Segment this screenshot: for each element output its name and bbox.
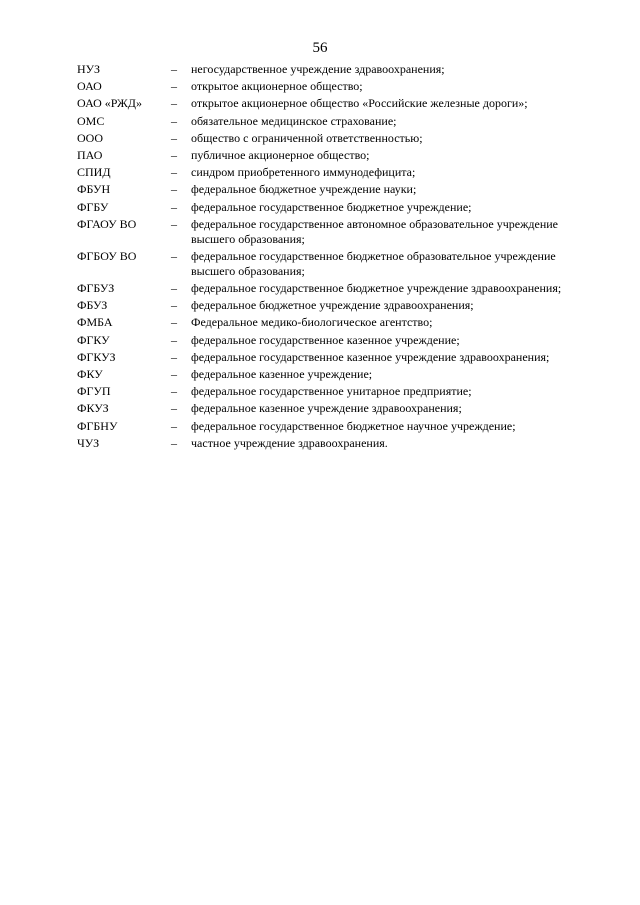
abbreviation-row bbox=[77, 384, 597, 399]
abbreviation-definition: федеральное государственное бюджетное учреждение здравоохранения; bbox=[191, 281, 562, 296]
abbreviation-row bbox=[77, 165, 597, 180]
abbreviation-definition: частное учреждение здравоохранения. bbox=[191, 435, 388, 450]
abbreviation-definition: федеральное бюджетное учреждение здравоохранения; bbox=[191, 298, 474, 313]
abbreviation-row bbox=[77, 333, 597, 348]
abbreviation-definition: федеральное государственное бюджетное научное учреждение; bbox=[191, 418, 516, 433]
abbreviation-row bbox=[77, 350, 597, 365]
abbreviation-row bbox=[77, 401, 597, 416]
abbreviation-row bbox=[77, 281, 597, 296]
abbreviation-row bbox=[77, 217, 597, 247]
abbreviation-definition: федеральное государственное унитарное предприятие; bbox=[191, 384, 472, 399]
abbreviation-term: ФГУП bbox=[77, 384, 111, 399]
abbreviation-term: ОМС bbox=[77, 113, 105, 128]
dash-separator: – bbox=[171, 165, 177, 180]
abbreviation-term: ФБУЗ bbox=[77, 298, 108, 313]
dash-separator: – bbox=[171, 367, 177, 381]
abbreviation-row bbox=[77, 200, 597, 215]
dash-separator: – bbox=[171, 248, 177, 263]
abbreviation-term: ОАО bbox=[77, 79, 102, 94]
dash-separator: – bbox=[171, 79, 177, 94]
abbreviation-definition: Федеральное медико-биологическое агентство; bbox=[191, 315, 433, 330]
dash-separator: – bbox=[171, 199, 177, 214]
abbreviation-definition: открытое акционерное общество; bbox=[191, 79, 363, 94]
dash-separator: – bbox=[171, 315, 177, 330]
abbreviation-term: ФГБУЗ bbox=[77, 281, 115, 296]
abbreviation-term: ФКУЗ bbox=[77, 401, 109, 416]
abbreviation-row bbox=[77, 148, 597, 163]
abbreviation-row bbox=[77, 367, 597, 382]
abbreviation-definition: публичное акционерное общество; bbox=[191, 147, 370, 162]
abbreviation-definition: федеральное государственное казенное учреждение здравоохранения; bbox=[191, 349, 550, 364]
abbreviation-term: ФГБУ bbox=[77, 199, 109, 214]
abbreviation-row bbox=[77, 315, 597, 330]
dash-separator: – bbox=[171, 332, 177, 347]
dash-separator: – bbox=[171, 435, 177, 450]
abbreviation-term: ФГБОУ ВО bbox=[77, 248, 137, 263]
dash-separator: – bbox=[171, 298, 177, 313]
dash-separator: – bbox=[171, 384, 177, 399]
dash-separator: – bbox=[171, 130, 177, 145]
dash-separator: – bbox=[171, 147, 177, 162]
abbreviation-term: ФГКУ bbox=[77, 332, 110, 347]
abbreviation-term: ЧУЗ bbox=[77, 435, 100, 450]
abbreviation-definition: общество с ограниченной ответственностью; bbox=[191, 130, 423, 145]
abbreviation-definition: обязательное медицинское страхование; bbox=[191, 113, 397, 128]
abbreviation-definition: федеральное казенное учреждение здравоохранения; bbox=[191, 401, 462, 416]
abbreviation-row bbox=[77, 96, 597, 111]
dash-separator: – bbox=[171, 349, 177, 364]
abbreviation-term: ФБУН bbox=[77, 182, 111, 197]
abbreviation-row bbox=[77, 436, 597, 451]
abbreviation-term: СПИД bbox=[77, 165, 111, 180]
abbreviation-row bbox=[77, 298, 597, 313]
abbreviation-row bbox=[77, 131, 597, 146]
dash-separator: – bbox=[171, 401, 177, 416]
dash-separator: – bbox=[171, 182, 177, 197]
abbreviation-row bbox=[77, 114, 597, 129]
abbreviation-term: ФГБНУ bbox=[77, 418, 118, 433]
abbreviation-definition: федеральное государственное бюджетное образовательное учреждение высшего образования; bbox=[191, 248, 556, 278]
abbreviation-definition: федеральное бюджетное учреждение науки; bbox=[191, 182, 417, 197]
abbreviation-term: ООО bbox=[77, 130, 103, 145]
abbreviation-definition: федеральное государственное автономное образовательное учреждение высшего образования; bbox=[191, 216, 559, 246]
abbreviation-definition: федеральное государственное бюджетное учреждение; bbox=[191, 199, 472, 214]
abbreviation-row bbox=[77, 62, 597, 77]
page-number: 56 bbox=[312, 40, 328, 56]
abbreviation-row bbox=[77, 249, 597, 279]
abbreviation-term: ФГКУЗ bbox=[77, 349, 116, 364]
abbreviation-list bbox=[77, 62, 597, 453]
abbreviation-definition: федеральное казенное учреждение; bbox=[191, 367, 373, 381]
abbreviation-term: ФГАОУ ВО bbox=[77, 216, 137, 231]
dash-separator: – bbox=[171, 418, 177, 433]
dash-separator: – bbox=[171, 62, 177, 76]
abbreviation-definition: открытое акционерное общество «Российские железные дороги»; bbox=[191, 96, 528, 111]
abbreviation-term: ФМБА bbox=[77, 315, 113, 330]
abbreviation-row bbox=[77, 182, 597, 197]
abbreviation-definition: негосударственное учреждение здравоохранения; bbox=[191, 62, 445, 76]
abbreviation-definition: федеральное государственное казенное учреждение; bbox=[191, 332, 460, 347]
abbreviation-row bbox=[77, 419, 597, 434]
dash-separator: – bbox=[171, 113, 177, 128]
abbreviation-term: НУЗ bbox=[77, 62, 101, 76]
dash-separator: – bbox=[171, 216, 177, 231]
abbreviation-term: ПАО bbox=[77, 147, 103, 162]
abbreviation-term: ФКУ bbox=[77, 367, 103, 381]
dash-separator: – bbox=[171, 96, 177, 111]
abbreviation-definition: синдром приобретенного иммунодефицита; bbox=[191, 165, 416, 180]
abbreviation-term: ОАО «РЖД» bbox=[77, 96, 142, 111]
dash-separator: – bbox=[171, 281, 177, 296]
abbreviation-row bbox=[77, 79, 597, 94]
